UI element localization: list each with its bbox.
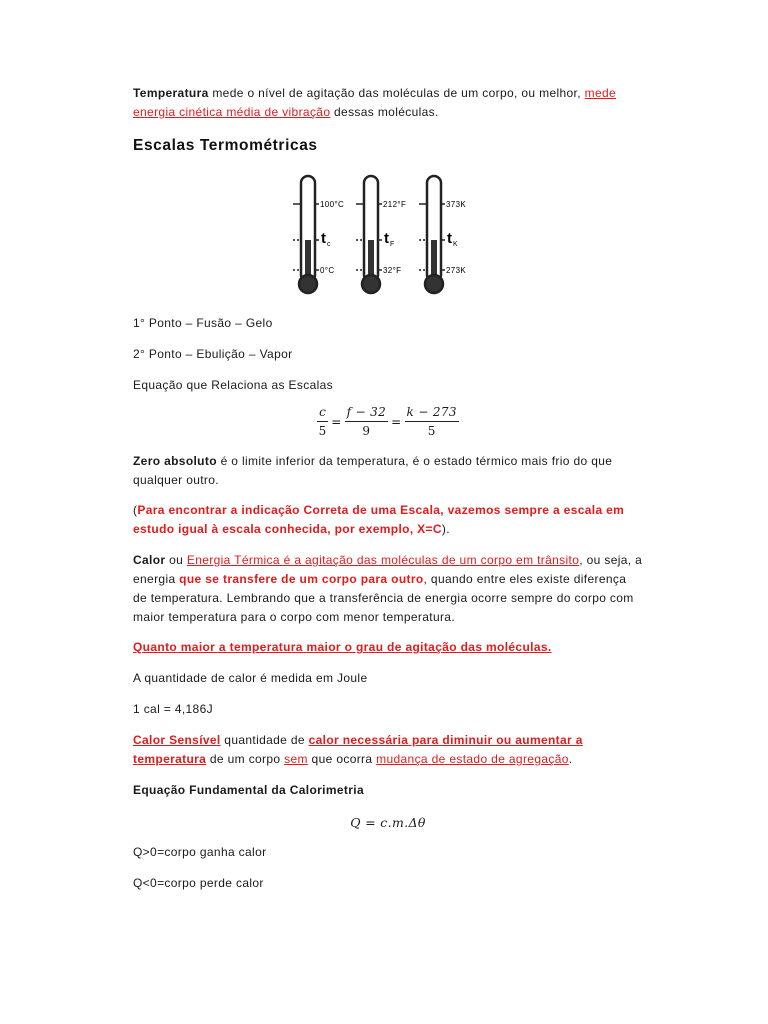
fraction-f bbox=[345, 404, 389, 439]
fraction-c-den: 5 bbox=[318, 424, 327, 438]
thermo-k-top-label: 373K bbox=[446, 200, 467, 209]
thermo-c-top-label: 100°C bbox=[320, 200, 345, 209]
intro-text-2: dessas moléculas. bbox=[330, 105, 439, 119]
point-2: 2° Ponto – Ebulição – Vapor bbox=[133, 347, 293, 361]
quanto-paragraph bbox=[133, 638, 643, 657]
thermo-c-bottom-label: 0°C bbox=[320, 266, 335, 275]
equals-sign-2: = bbox=[391, 414, 402, 429]
thermo-c-mid-label: t bbox=[321, 230, 327, 247]
sensivel-paragraph bbox=[133, 731, 643, 769]
thermometer-celsius bbox=[293, 176, 344, 293]
sensivel-text-2: de um corpo bbox=[206, 752, 285, 766]
thermo-c-sub-label: c bbox=[327, 241, 331, 248]
sensivel-term-link[interactable]: Calor Sensível bbox=[133, 733, 221, 747]
thermometers-figure bbox=[288, 172, 478, 302]
calor-paragraph bbox=[133, 551, 643, 627]
calor-highlight: que se transfere de um corpo para outro bbox=[179, 572, 424, 586]
zero-text: é o limite inferior da temperatura, é o estado térmico mais frio do que qualquer outro. bbox=[133, 454, 613, 487]
thermo-f-sub-label: F bbox=[390, 241, 395, 248]
intro-text-1: mede o nível de agitação das moléculas de um corpo, ou melhor, bbox=[208, 86, 585, 100]
sensivel-sem-link[interactable]: sem bbox=[284, 752, 308, 766]
fraction-f-num: f − 32 bbox=[345, 404, 389, 422]
thermo-k-bottom-label: 273K bbox=[446, 266, 467, 275]
calorimetry-formula: Q = c.m.Δθ bbox=[350, 815, 426, 830]
thermo-f-bottom-label: 32°F bbox=[383, 266, 402, 275]
zero-term: Zero absoluto bbox=[133, 454, 217, 468]
fundamental-title: Equação Fundamental da Calorimetria bbox=[133, 783, 364, 797]
note-open: ( bbox=[133, 503, 138, 517]
thermo-f-top-label: 212°F bbox=[383, 200, 407, 209]
note-close: ). bbox=[441, 522, 450, 536]
fraction-c-num: c bbox=[317, 404, 328, 422]
q-positive: Q>0=corpo ganha calor bbox=[133, 845, 267, 859]
intro-highlight-link[interactable]: mede energia cinética média de vibração bbox=[133, 86, 617, 119]
thermometer-fahrenheit bbox=[356, 176, 406, 293]
sensivel-text-3: que ocorra bbox=[307, 752, 377, 766]
thermometer-kelvin bbox=[419, 176, 466, 293]
calor-text-2: , ou seja, a energia bbox=[133, 553, 643, 586]
calor-text-1: ou bbox=[165, 553, 187, 567]
calor-energia-link[interactable]: Energia Térmica é a agitação das moléculas de um corpo em trânsito bbox=[186, 553, 580, 567]
scale-equation bbox=[133, 404, 643, 439]
calor-text-3: , quando entre eles existe diferença de temperatura. Lembrando que a transferência de energia ocorre sempre do corpo com maior temperatura para o corpo com menor temperatura. bbox=[133, 572, 634, 624]
intro-term: Temperatura bbox=[133, 86, 209, 100]
sensivel-highlight-link[interactable]: calor necessária para diminuir ou aumentar a temperatura bbox=[133, 733, 583, 766]
joule-paragraph: A quantidade de calor é medida em Joule bbox=[133, 671, 368, 685]
zero-paragraph bbox=[133, 452, 643, 490]
sensivel-text-1: quantidade de bbox=[220, 733, 309, 747]
intro-paragraph bbox=[133, 84, 643, 122]
fraction-k-num: k − 273 bbox=[405, 404, 459, 422]
thermo-f-mid-label: t bbox=[384, 230, 390, 247]
thermo-k-mid-label: t bbox=[447, 230, 453, 247]
note-text: Para encontrar a indicação Correta de uma Escala, vazemos sempre a escala em estudo igual à escala conhecida, por exemplo, X=C bbox=[133, 503, 625, 536]
thermo-k-sub-label: K bbox=[453, 241, 459, 248]
q-negative: Q<0=corpo perde calor bbox=[133, 876, 264, 890]
note-paragraph bbox=[133, 501, 643, 539]
equals-sign-1: = bbox=[331, 414, 342, 429]
quanto-link[interactable]: Quanto maior a temperatura maior o grau de agitação das moléculas. bbox=[133, 640, 552, 654]
sensivel-mudanca-link[interactable]: mudança de estado de agregação bbox=[376, 752, 569, 766]
fraction-k-den: 5 bbox=[427, 424, 436, 438]
fundamental-heading bbox=[133, 781, 643, 800]
fraction-k bbox=[405, 404, 459, 439]
fraction-f-den: 9 bbox=[362, 424, 371, 438]
sensivel-text-4: . bbox=[568, 752, 573, 766]
point-1: 1° Ponto – Fusão – Gelo bbox=[133, 316, 273, 330]
section-heading: Escalas Termométricas bbox=[133, 137, 318, 154]
calor-term: Calor bbox=[133, 553, 166, 567]
cal-paragraph: 1 cal = 4,186J bbox=[133, 702, 213, 716]
fraction-c bbox=[317, 404, 328, 439]
equation-label: Equação que Relaciona as Escalas bbox=[133, 378, 333, 392]
